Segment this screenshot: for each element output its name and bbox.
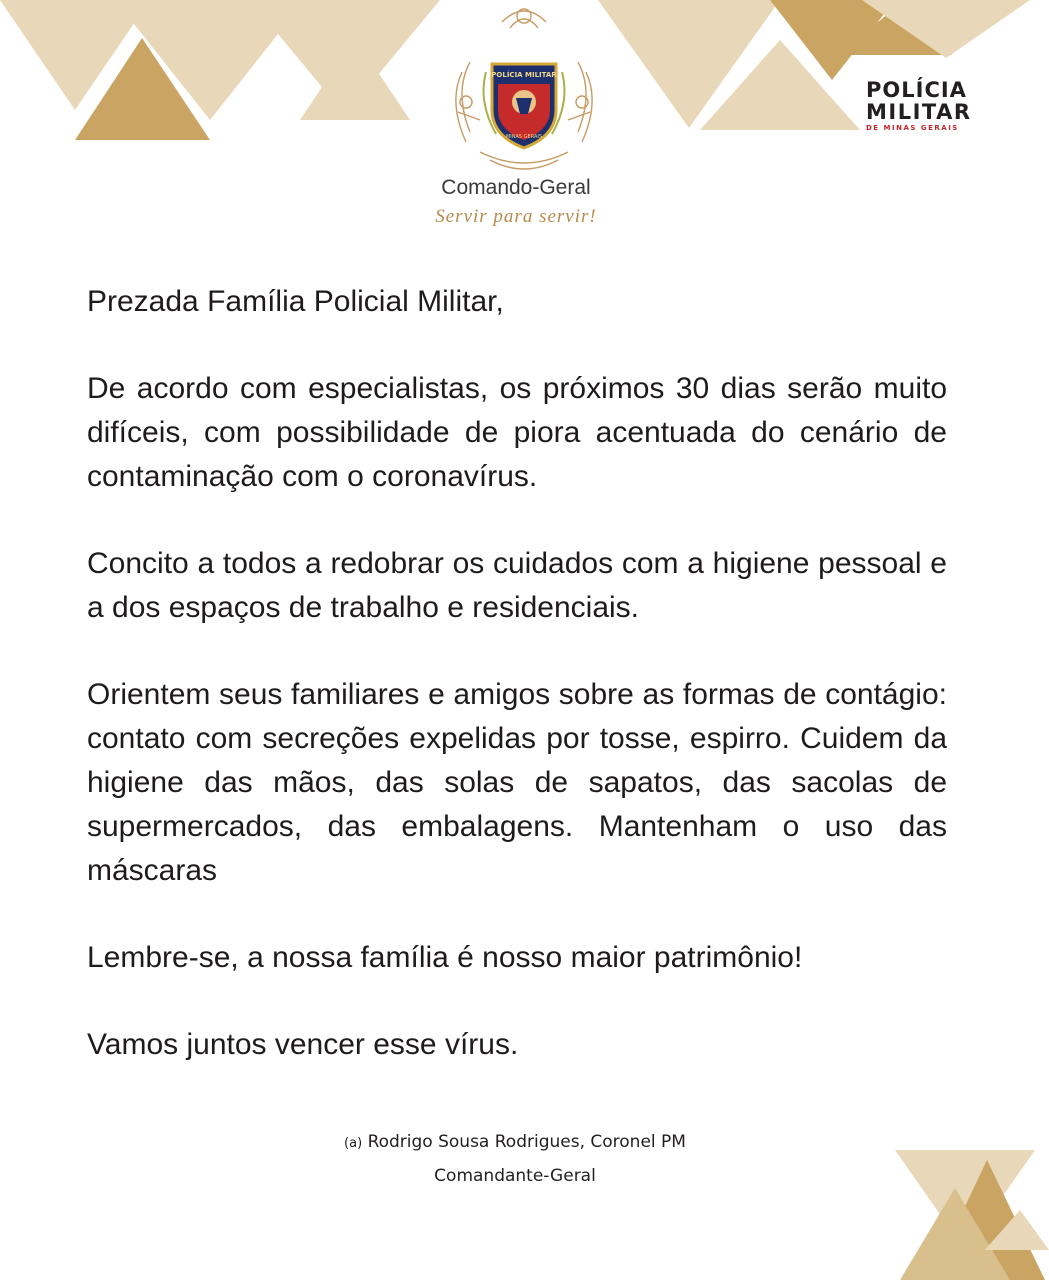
letter-paragraph: Concito a todos a redobrar os cuidados com a higiene pessoal e a dos espaços de trabalho e residenciais. — [87, 547, 947, 624]
brand-logo — [866, 80, 986, 132]
letter-paragraph: Vamos juntos vencer esse vírus. — [87, 1028, 519, 1061]
letter-paragraph: De acordo com especialistas, os próximos 30 dias serão muito difíceis, com possibilidade de piora acentuada do cenário de contaminação com o coronavírus. — [87, 372, 947, 493]
signature-role: Comandante-Geral — [434, 1166, 596, 1186]
decorative-triangles-bottom — [870, 1140, 1049, 1280]
letter-body — [87, 280, 947, 1110]
letter-paragraph: Lembre-se, a nossa família é nosso maior patrimônio! — [87, 941, 803, 974]
police-crest-emblem — [440, 2, 608, 170]
crest-text-top: POLÍCIA MILITAR — [491, 71, 557, 79]
brand-line-3: DE MINAS GERAIS — [866, 124, 959, 132]
signature-line — [300, 1132, 730, 1152]
signature-name: Rodrigo Sousa Rodrigues, Coronel PM — [367, 1132, 686, 1152]
brand-line-2: MILITAR — [866, 100, 972, 124]
header-title: Comando-Geral — [441, 176, 591, 199]
brand-line-1: POLÍCIA — [866, 78, 967, 102]
signature-prefix: (a) — [344, 1136, 363, 1151]
letter-greeting: Prezada Família Policial Militar, — [87, 285, 504, 318]
letter-paragraph: Orientem seus familiares e amigos sobre as formas de contágio: contato com secreções expelidas por tosse, espirro. Cuidem da higiene das mãos, das solas de sapatos, das sacolas de supermercados, das embalagens. Mantenham o uso das máscaras — [87, 678, 947, 887]
header-motto: Servir para servir! — [435, 206, 597, 227]
crest-text-bottom: MINAS GERAIS — [505, 134, 543, 140]
signature-block — [300, 1132, 730, 1200]
